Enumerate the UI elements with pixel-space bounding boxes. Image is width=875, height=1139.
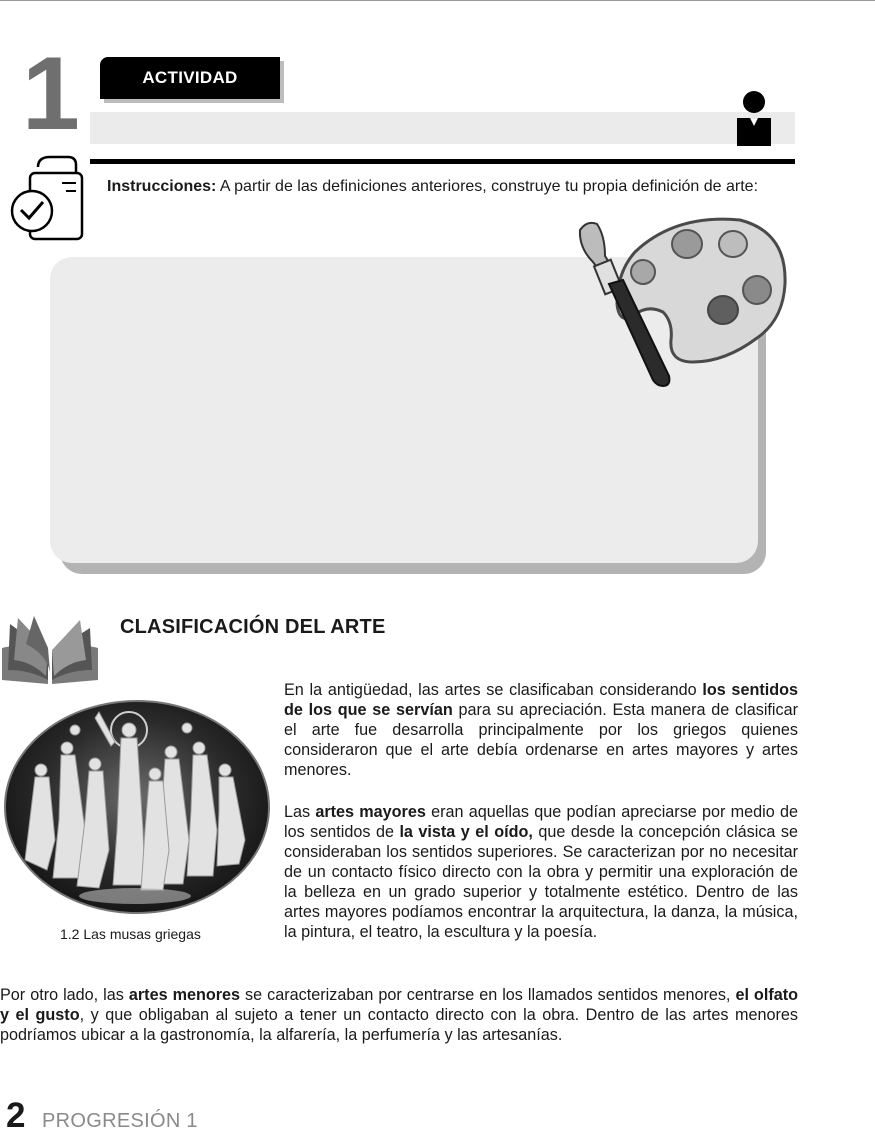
header-rule <box>90 159 795 164</box>
p2-text-2: eran aquellas que podían apreciarse por medio de los sentidos de <box>284 803 798 841</box>
p3-bold-1: artes menores <box>128 986 241 1004</box>
p3-text-1: Por otro lado, las <box>0 986 129 1004</box>
palette-brush-icon <box>575 212 790 392</box>
figure-caption: 1.2 Las musas griegas <box>60 926 201 942</box>
instructions-lead: Instrucciones: <box>107 178 217 195</box>
open-book-icon <box>0 614 100 686</box>
top-border <box>0 0 875 1</box>
activity-number: 1 <box>22 36 80 152</box>
p1-text-1: En la antigüedad, las artes se clasificaban considerando <box>284 681 703 699</box>
activity-title-bar <box>90 112 795 144</box>
paragraph-antiquity <box>284 680 798 780</box>
paragraph-minor-arts <box>0 985 798 1045</box>
p2-bold-2: la vista y el oído, <box>399 823 533 841</box>
greek-muses-image <box>3 700 271 915</box>
section-title: CLASIFICACIÓN DEL ARTE <box>120 616 386 638</box>
checklist-icon <box>8 155 86 243</box>
p1-bold-1: los sentidos de los que se servían <box>284 681 798 719</box>
p2-text-3: que desde la concepción clásica se consideraban los sentidos superiores. Se caracterizan por no necesitar de un contacto físico directo con la obra y permitir una exploración de la belleza en un grado superior y totalmente estético. Dentro de las artes mayores podíamos encontrar la arquitectura, la danza, la música, la pintura, el teatro, la escultura y la poesía. <box>284 823 798 941</box>
p1-text-2: para su apreciación. Esta manera de clasificar el arte fue desarrolla principalmente por los griegos quienes consideraron que el arte debía ordenarse en artes mayores y artes menores. <box>284 701 798 779</box>
p2-bold-1: artes mayores <box>315 803 426 821</box>
instructions <box>107 177 797 196</box>
paragraph-major-arts <box>284 802 798 942</box>
teacher-icon <box>736 90 772 146</box>
footer-label: PROGRESIÓN 1 <box>42 1110 198 1132</box>
p3-text-3: , y que obligaban al sujeto a tener un contacto directo con la obra. Dentro de las artes menores podríamos ubicar a la gastronomía, la alfarería, la perfumería y las artesanías. <box>0 1006 798 1044</box>
p3-bold-2: el olfato y el gusto <box>0 986 798 1024</box>
page-number: 2 <box>6 1096 26 1135</box>
activity-badge: ACTIVIDAD <box>100 57 280 99</box>
p3-text-2: se caracterizaban por centrarse en los llamados sentidos menores, <box>240 986 736 1004</box>
instructions-text: A partir de las definiciones anteriores, construye tu propia definición de arte: <box>216 178 759 195</box>
p2-text-1: Las <box>284 803 316 821</box>
